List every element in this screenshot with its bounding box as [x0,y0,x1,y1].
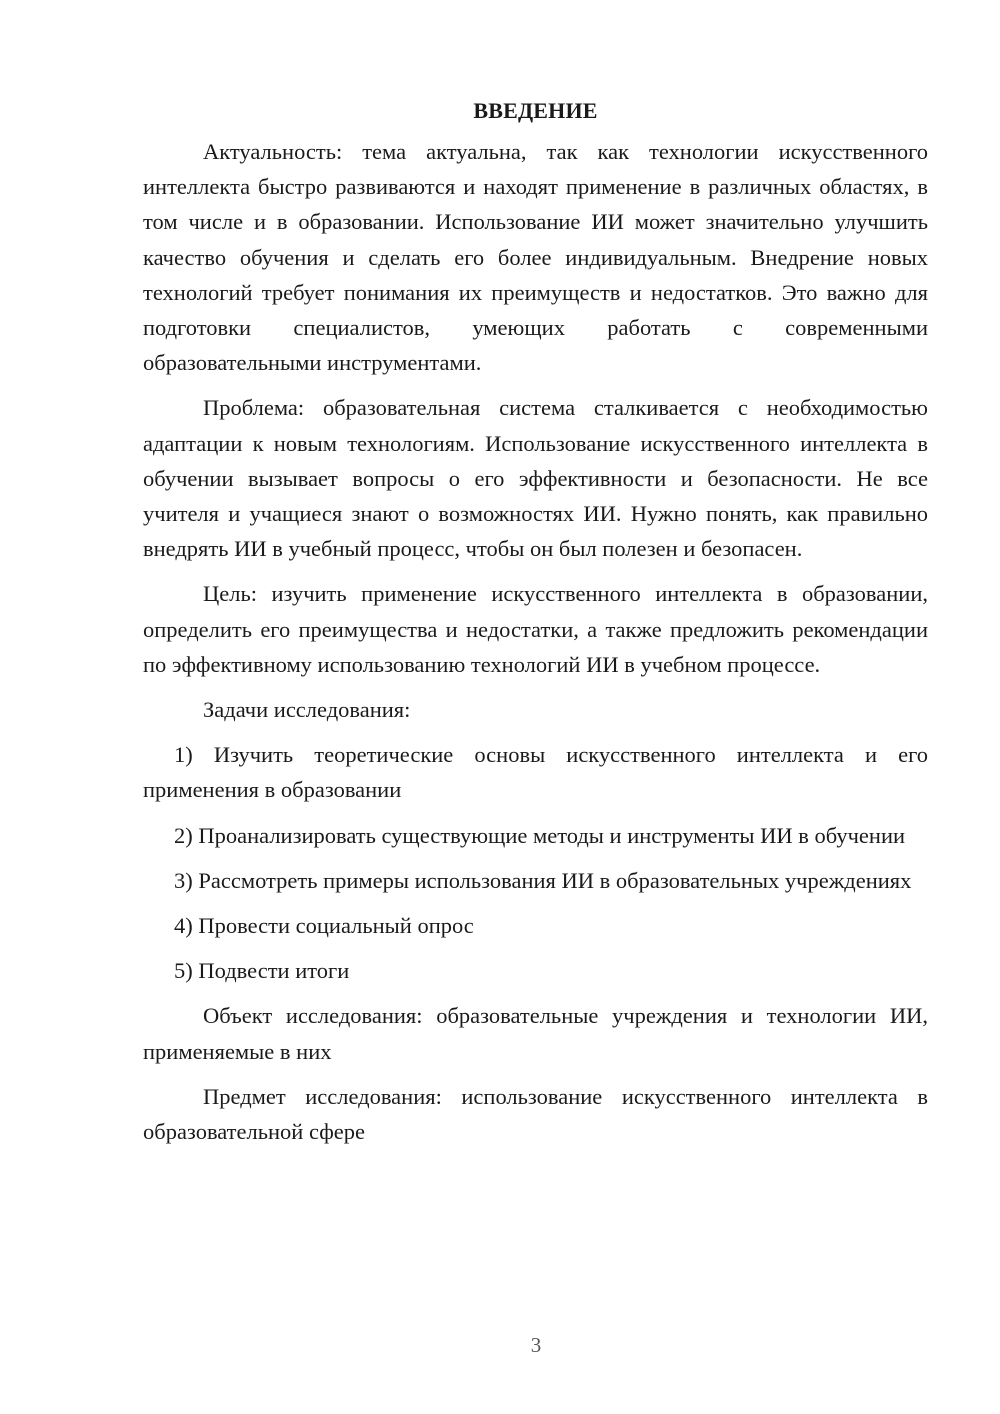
task-item-4: 4) Провести социальный опрос [174,913,474,939]
goal-paragraph: Цель: изучить применение искусственного интеллекта в образовании, определить его преимущества и недостатки, а также предложить рекомендации по эффективному использованию технологий ИИ в учебном процессе. [143,581,928,677]
page-title: ВВЕДЕНИЕ [473,98,598,123]
subject-paragraph: Предмет исследования: использование искусственного интеллекта в образовательной сфере [143,1083,928,1145]
task-item-1: 1) Изучить теоретические основы искусственного интеллекта и его применения в образовании [143,742,928,803]
task-item-3: 3) Рассмотреть примеры использования ИИ в образовательных учреждениях [174,867,912,893]
relevance-paragraph: Актуальность: тема актуальна, так как технологии искусственного интеллекта быстро развиваются и находят применение в различных областях, в том числе и в образовании. Использование ИИ может значительно улучшить качество обучения и сделать его более индивидуальным. Внедрение новых технологий требует понимания их преимуществ и недостатков. Это важно для подготовки специалистов, умеющих работать с современными образовательными инструментами. [143,139,928,376]
task-item-2: 2) Проанализировать существующие методы и инструменты ИИ в обучении [174,822,906,848]
page-number: 3 [530,1333,542,1357]
object-paragraph: Объект исследования: образовательные учреждения и технологии ИИ, применяемые в них [143,1003,928,1064]
task-item-5: 5) Подвести итоги [174,958,350,984]
tasks-heading: Задачи исследования: [203,697,411,723]
page-content [143,93,928,1159]
problem-paragraph: Проблема: образовательная система сталкивается с необходимостью адаптации к новым технологиям. Использование искусственного интеллекта в обучении вызывает вопросы о его эффективности и безопасности. Не все учителя и учащиеся знают о возможностях ИИ. Нужно понять, как правильно внедрять ИИ в учебный процесс, чтобы он был полезен и безопасен. [143,395,928,562]
